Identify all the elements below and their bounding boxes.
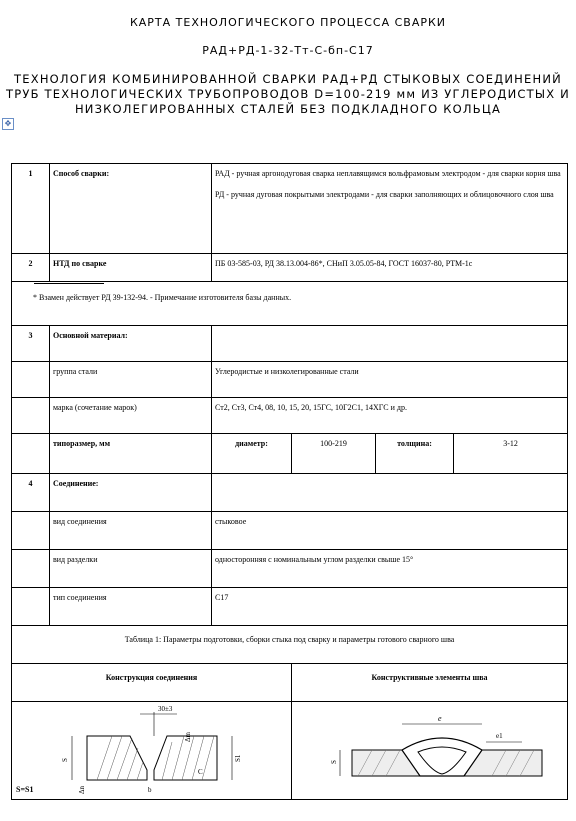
- welding-process-table: [11, 163, 568, 800]
- row-joint: [12, 474, 568, 512]
- row-value: [212, 326, 568, 362]
- row-value: односторонняя с номинальным углом разделки свыше 15°: [212, 550, 568, 588]
- row-value: [212, 474, 568, 512]
- row-number: 3: [12, 326, 50, 362]
- angle-label: 30±3: [158, 705, 173, 713]
- note-rule: [34, 283, 104, 284]
- row-bevel: [12, 550, 568, 588]
- dm-label: Δm: [184, 732, 192, 742]
- c-label: C: [198, 768, 203, 776]
- table-caption: Таблица 1: Параметры подготовки, сборки стыка под сварку и параметры готового сварного шва: [12, 626, 568, 664]
- row-value: [212, 164, 568, 254]
- row-number: [12, 434, 50, 474]
- row-label: типоразмер, мм: [50, 434, 212, 474]
- thickness-label: толщина:: [376, 434, 454, 474]
- document-title: КАРТА ТЕХНОЛОГИЧЕСКОГО ПРОЦЕССА СВАРКИ: [129, 16, 447, 29]
- document-subtitle: [0, 72, 576, 117]
- move-anchor-icon[interactable]: ✥: [2, 118, 14, 130]
- e-label: e: [438, 714, 442, 723]
- row-column-headers: [12, 664, 568, 702]
- row-label: группа стали: [50, 362, 212, 398]
- row-label: вид соединения: [50, 512, 212, 550]
- s-equals-s1-note: S=S1: [16, 785, 34, 794]
- row-value: С17: [212, 588, 568, 626]
- e1-label: e1: [496, 732, 503, 740]
- row-number: 1: [12, 164, 50, 254]
- row-number: 4: [12, 474, 50, 512]
- subtitle-line-1: ТЕХНОЛОГИЯ КОМБИНИРОВАННОЙ СВАРКИ РАД+РД СТЫКОВЫХ СОЕДИНЕНИЙ: [14, 72, 562, 86]
- note-text: * Взамен действует РД 39-132-94. - Примечание изготовителя базы данных.: [33, 293, 292, 302]
- editor-note: [12, 282, 568, 326]
- column-header-construction: Конструкция соединения: [12, 664, 292, 702]
- row-value: ПБ 03-585-03, РД 38.13.004-86*, СНиП 3.05.05-84, ГОСТ 16037-80, РТМ-1с: [212, 254, 568, 282]
- diameter-label: диаметр:: [212, 434, 292, 474]
- row-number: [12, 550, 50, 588]
- row-label: вид разделки: [50, 550, 212, 588]
- left-plate: [87, 736, 147, 780]
- row-number: [12, 512, 50, 550]
- row-size: [12, 434, 568, 474]
- joint-construction-diagram: [12, 702, 292, 800]
- s-label: S: [61, 758, 69, 762]
- dn-label: Δn: [78, 785, 86, 794]
- row-label: Соединение:: [50, 474, 212, 512]
- row-number: 2: [12, 254, 50, 282]
- weld-s-label: S: [330, 760, 338, 764]
- b-label: b: [148, 786, 152, 794]
- row-steel-grade: [12, 398, 568, 434]
- row-note: [12, 282, 568, 326]
- row-diagrams: [12, 702, 568, 800]
- row-base-material: [12, 326, 568, 362]
- row-ntd: [12, 254, 568, 282]
- row-steel-group: [12, 362, 568, 398]
- method-rad: РАД - ручная аргонодуговая сварка неплавящимся вольфрамовым электродом - для сварки корня шва: [215, 169, 561, 178]
- row-label: марка (сочетание марок): [50, 398, 212, 434]
- row-label: тип соединения: [50, 588, 212, 626]
- method-rd: РД - ручная дуговая покрытыми электродами - для сварки заполняющих и облицовочного слоя шва: [215, 190, 554, 199]
- thickness-value: 3-12: [454, 434, 568, 474]
- row-number: [12, 362, 50, 398]
- row-table-caption: [12, 626, 568, 664]
- row-label: Основной материал:: [50, 326, 212, 362]
- s1-label: S1: [234, 754, 242, 762]
- row-label: Способ сварки:: [50, 164, 212, 254]
- row-welding-method: [12, 164, 568, 254]
- column-header-elements: Конструктивные элементы шва: [292, 664, 568, 702]
- row-weld-type: [12, 588, 568, 626]
- row-label: НТД по сварке: [50, 254, 212, 282]
- row-joint-type: [12, 512, 568, 550]
- joint-drawing: [12, 702, 291, 796]
- process-code: РАД+РД-1-32-Тт-С-бп-С17: [202, 44, 374, 57]
- row-number: [12, 398, 50, 434]
- row-value: Углеродистые и низколегированные стали: [212, 362, 568, 398]
- row-value: Ст2, Ст3, Ст4, 08, 10, 15, 20, 15ГС, 10Г2С1, 14ХГС и др.: [212, 398, 568, 434]
- row-number: [12, 588, 50, 626]
- weld-drawing: [292, 702, 569, 796]
- subtitle-line-3: НИЗКОЛЕГИРОВАННЫХ СТАЛЕЙ БЕЗ ПОДКЛАДНОГО КОЛЬЦА: [74, 102, 502, 116]
- weld-elements-diagram: [292, 702, 568, 800]
- subtitle-line-2: ТРУБ ТЕХНОЛОГИЧЕСКИХ ТРУБОПРОВОДОВ D=100-219 мм ИЗ УГЛЕРОДИСТЫХ И: [6, 87, 570, 101]
- diameter-value: 100-219: [292, 434, 376, 474]
- row-value: стыковое: [212, 512, 568, 550]
